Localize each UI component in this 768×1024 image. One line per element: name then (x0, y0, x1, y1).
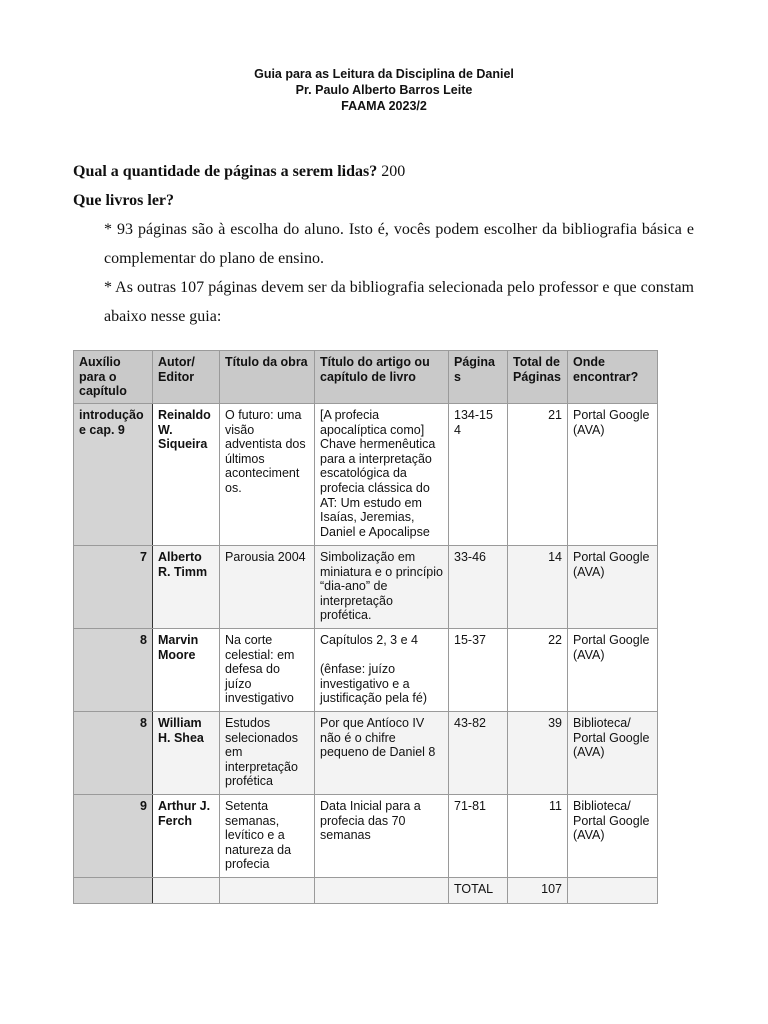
cell-author-empty (153, 878, 220, 904)
col-header-where: Onde encontrar? (568, 351, 658, 404)
cell-work-empty (220, 878, 315, 904)
table-row (74, 404, 658, 546)
question-books-label: Que livros ler? (73, 192, 175, 209)
col-header-pages: Página s (449, 351, 508, 404)
cell-aux: 9 (74, 795, 153, 878)
cell-article: Por que Antíoco IV não é o chifre pequeno de Daniel 8 (315, 712, 449, 795)
cell-where-empty (568, 878, 658, 904)
table-row (74, 629, 658, 712)
table-row (74, 546, 658, 629)
cell-where: Portal Google (AVA) (568, 546, 658, 629)
bullet-free-choice: * 93 páginas são à escolha do aluno. Isto é, vocês podem escolher da bibliografia básica e complementar do plano de ensino. (104, 221, 694, 267)
cell-author: Reinaldo W. Siqueira (153, 404, 220, 546)
cell-total: 14 (508, 546, 568, 629)
total-value: 107 (508, 878, 568, 904)
cell-aux: introdução e cap. 9 (74, 404, 153, 546)
cell-pages: 33-46 (449, 546, 508, 629)
cell-author: Arthur J. Ferch (153, 795, 220, 878)
cell-work: O futuro: uma visão adventista dos últimos aconteciment os. (220, 404, 315, 546)
header-author: Pr. Paulo Alberto Barros Leite (295, 83, 473, 97)
col-header-article: Título do artigo ou capítulo de livro (315, 351, 449, 404)
cell-where: Biblioteca/ Portal Google (AVA) (568, 712, 658, 795)
table-header-row (74, 351, 658, 404)
cell-pages: 134-15 4 (449, 404, 508, 546)
cell-aux: 7 (74, 546, 153, 629)
cell-article-main: Capítulos 2, 3 e 4 (320, 633, 418, 647)
table-row (74, 795, 658, 878)
col-header-author: Autor/ Editor (153, 351, 220, 404)
cell-pages: 15-37 (449, 629, 508, 712)
cell-work: Estudos selecionados em interpretação profética (220, 712, 315, 795)
document-header (0, 66, 768, 114)
table-total-row (74, 878, 658, 904)
cell-aux: 8 (74, 629, 153, 712)
question-pages-answer: 200 (377, 163, 406, 180)
cell-author: William H. Shea (153, 712, 220, 795)
cell-where: Portal Google (AVA) (568, 404, 658, 546)
question-books (73, 186, 694, 215)
cell-aux-empty (74, 878, 153, 904)
cell-article: [A profecia apocalíptica como] Chave hermenêutica para a interpretação escatológica da profecia clássica do AT: Um estudo em Isaías, Jeremias, Daniel e Apocalipse (315, 404, 449, 546)
cell-aux: 8 (74, 712, 153, 795)
cell-work: Setenta semanas, levítico e a natureza da profecia (220, 795, 315, 878)
cell-total: 21 (508, 404, 568, 546)
cell-work: Na corte celestial: em defesa do juízo investigativo (220, 629, 315, 712)
col-header-aux: Auxílio para o capítulo (74, 351, 153, 404)
question-pages (73, 157, 694, 186)
header-title: Guia para as Leitura da Disciplina de Daniel (254, 67, 514, 81)
cell-work: Parousia 2004 (220, 546, 315, 629)
cell-article: Simbolização em miniatura e o princípio “dia-ano” de interpretação profética. (315, 546, 449, 629)
cell-total: 22 (508, 629, 568, 712)
cell-pages: 43-82 (449, 712, 508, 795)
cell-total: 39 (508, 712, 568, 795)
cell-pages: 71-81 (449, 795, 508, 878)
reading-table (73, 350, 658, 904)
col-header-work: Título da obra (220, 351, 315, 404)
total-label: TOTAL (449, 878, 508, 904)
cell-article (315, 629, 449, 712)
cell-author: Alberto R. Timm (153, 546, 220, 629)
cell-where: Biblioteca/ Portal Google (AVA) (568, 795, 658, 878)
bullet-selected: * As outras 107 páginas devem ser da bibliografia selecionada pelo professor e que constam abaixo nesse guia: (104, 279, 694, 325)
cell-author: Marvin Moore (153, 629, 220, 712)
cell-article: Data Inicial para a profecia das 70 semanas (315, 795, 449, 878)
cell-article-note: (ênfase: juízo investigativo e a justificação pela fé) (320, 662, 428, 706)
table-row (74, 712, 658, 795)
intro-section (73, 157, 694, 331)
cell-where: Portal Google (AVA) (568, 629, 658, 712)
header-institution: FAAMA 2023/2 (341, 99, 427, 113)
question-pages-label: Qual a quantidade de páginas a serem lidas? (73, 163, 378, 180)
cell-article-empty (315, 878, 449, 904)
col-header-total: Total de Páginas (508, 351, 568, 404)
cell-total: 11 (508, 795, 568, 878)
